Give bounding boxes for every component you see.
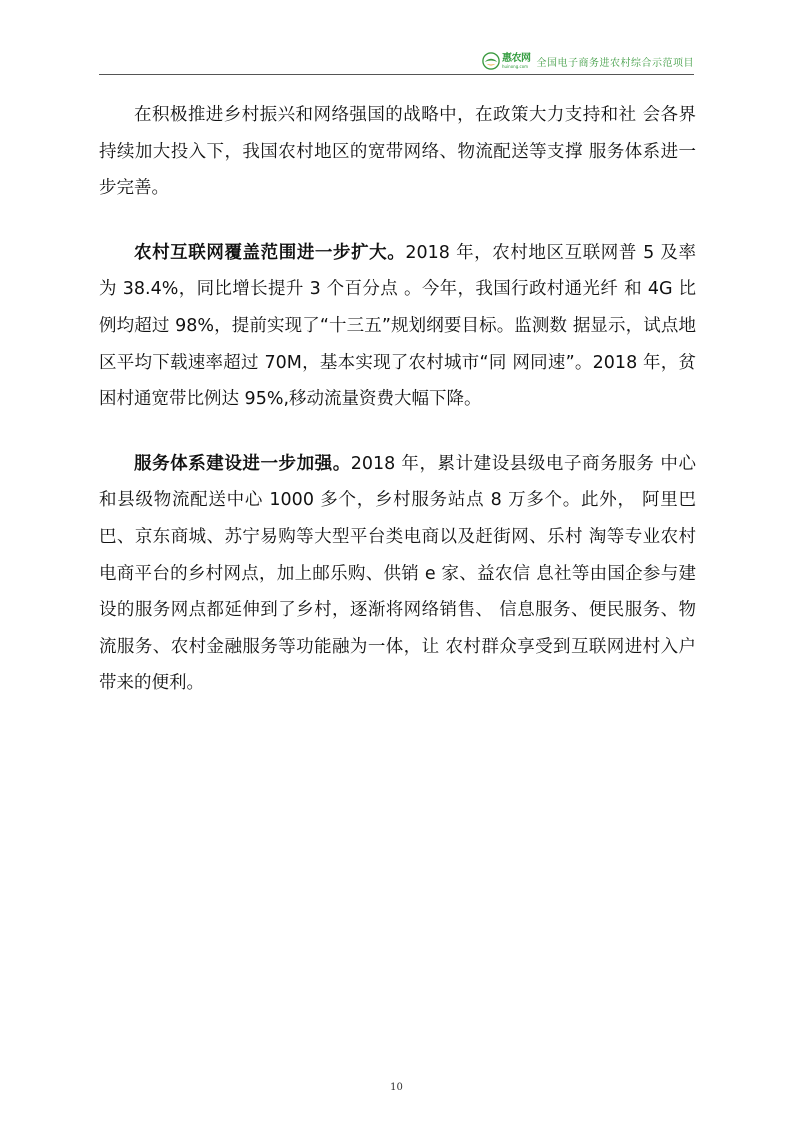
paragraph-lead: 服务体系建设进一步加强。 <box>134 453 351 474</box>
huinong-logo <box>482 52 531 70</box>
paragraph-lead: 农村互联网覆盖范围进一步扩大。 <box>134 242 406 263</box>
logo-wordmark: 惠农网 <box>502 52 531 64</box>
paragraph <box>99 235 696 418</box>
huinong-logo-icon <box>482 52 500 70</box>
paragraph <box>99 97 696 207</box>
document-body <box>99 97 696 702</box>
header-title: 全国电子商务进农村综合示范项目 <box>536 57 694 69</box>
paragraph-text: 在积极推进乡村振兴和网络强国的战略中，在政策大力支持和社 会各界持续加大投入下，我国农村地区的宽带网络、物流配送等支撑 服务体系进一步完善。 <box>99 105 696 199</box>
paragraph-text: 2018 年，累计建设县级电子商务服务 中心和县级物流配送中心 1000 多个，乡村服务站点 8 万多个。此外， 阿里巴巴、京东商城、苏宁易购等大型平台类电商以及赶街网、乐村 淘等专业农村电商平台的乡村网点，加上邮乐购、供销 e 家、益农信 息社等由国企参与建设的服务网点都延伸到了乡村，逐渐将网络销售、 信息服务、便民服务、物流服务、农村金融服务等功能融为一体，让 农村群众享受到互联网进村入户带来的便利。 <box>99 453 696 694</box>
paragraph <box>99 446 696 702</box>
logo-subtext: huinong.com <box>502 63 529 69</box>
page-header <box>99 50 694 72</box>
page-number: 10 <box>390 1082 403 1093</box>
paragraph-text: 2018 年，农村地区互联网普 5 及率为 38.4%，同比增长提升 3 个百分点 。今年，我国行政村通光纤 和 4G 比例均超过 98%，提前实现了“十三五”规划纲要目标。监测数 据显示，试点地区平均下载速率超过 70M，基本实现了农村城市“同 网同速”。2018 年，贫困村通宽带比例达 95%,移动流量资费大幅下降。 <box>99 242 697 410</box>
header-divider <box>99 74 694 75</box>
